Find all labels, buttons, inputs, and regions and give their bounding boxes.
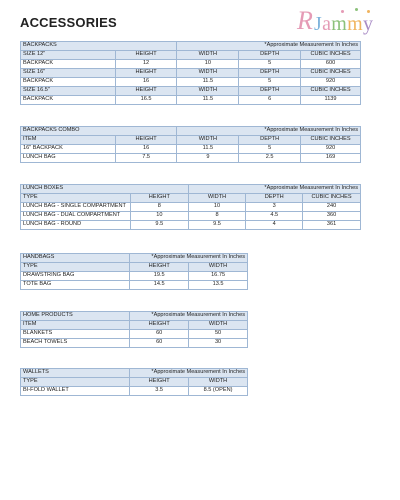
table-title: HANDBAGS <box>21 254 130 263</box>
cell: 14.5 <box>130 281 189 290</box>
col-header: CUBIC INCHES <box>301 51 361 60</box>
cell: 12 <box>115 60 177 69</box>
cell: BACKPACK <box>21 78 116 87</box>
cell: 13.5 <box>189 281 248 290</box>
table-row <box>21 212 361 221</box>
col-header: WIDTH <box>177 69 239 78</box>
table-title: WALLETS <box>21 369 130 378</box>
col-header: HEIGHT <box>115 136 177 145</box>
col-header: WIDTH <box>177 87 239 96</box>
cell: 19.5 <box>130 272 189 281</box>
table-title-row <box>21 369 248 378</box>
col-header: DEPTH <box>246 194 303 203</box>
cell: BACKPACK <box>21 96 116 105</box>
cell: DRAWSTRING BAG <box>21 272 130 281</box>
cell: 10 <box>177 60 239 69</box>
table-row <box>21 154 361 163</box>
table-title: LUNCH BOXES <box>21 185 189 194</box>
col-header: TYPE <box>21 194 131 203</box>
cell: 10 <box>130 212 188 221</box>
cell: 11.5 <box>177 145 239 154</box>
table-title: BACKPACKS COMBO <box>21 127 177 136</box>
cell: LUNCH BAG <box>21 154 116 163</box>
col-header: HEIGHT <box>130 194 188 203</box>
col-header: DEPTH <box>239 87 301 96</box>
col-header: WIDTH <box>189 378 248 387</box>
cell: 4.5 <box>246 212 303 221</box>
column-header-row <box>21 321 248 330</box>
table-row <box>21 387 248 396</box>
cell: LUNCH BAG - DUAL COMPARTMENT <box>21 212 131 221</box>
measurement-note: *Approximate Measurement In Inches <box>130 254 248 263</box>
col-header: WIDTH <box>189 321 248 330</box>
cell: BACKPACK <box>21 60 116 69</box>
measurement-note: *Approximate Measurement In Inches <box>130 369 248 378</box>
wallets-table <box>20 368 248 396</box>
logo-word: Jammy <box>314 13 374 35</box>
size-label: SIZE 12" <box>21 51 116 60</box>
column-header-row <box>21 51 361 60</box>
cell: LUNCH BAG - ROUND <box>21 221 131 230</box>
table-row <box>21 203 361 212</box>
cell: 9.5 <box>130 221 188 230</box>
col-header: WIDTH <box>189 263 248 272</box>
col-header: HEIGHT <box>130 378 189 387</box>
column-header-row <box>21 378 248 387</box>
table-title-row <box>21 127 361 136</box>
cell: 600 <box>301 60 361 69</box>
logo-r: R <box>297 6 313 35</box>
cell: 5 <box>239 145 301 154</box>
cell: 16" BACKPACK <box>21 145 116 154</box>
cell: 920 <box>301 145 361 154</box>
column-header-row <box>21 87 361 96</box>
table-title: HOME PRODUCTS <box>21 312 130 321</box>
cell: 360 <box>303 212 361 221</box>
lunch-boxes-table <box>20 184 361 230</box>
cell: 9.5 <box>188 221 246 230</box>
cell: TOTE BAG <box>21 281 130 290</box>
cell: 3.5 <box>130 387 189 396</box>
table-row <box>21 221 361 230</box>
cell: 7.5 <box>115 154 177 163</box>
cell: 16 <box>115 145 177 154</box>
col-header: CUBIC INCHES <box>301 136 361 145</box>
col-header: ITEM <box>21 321 130 330</box>
col-header: HEIGHT <box>130 321 189 330</box>
col-header: DEPTH <box>239 69 301 78</box>
cell: 8.5 (OPEN) <box>189 387 248 396</box>
cell: BI-FOLD WALLET <box>21 387 130 396</box>
col-header: CUBIC INCHES <box>303 194 361 203</box>
cell: 5 <box>239 60 301 69</box>
col-header: WIDTH <box>188 194 246 203</box>
cell: 4 <box>246 221 303 230</box>
size-label: SIZE 16.5" <box>21 87 116 96</box>
handbags-table <box>20 253 248 290</box>
cell: 2.5 <box>239 154 301 163</box>
measurement-note: *Approximate Measurement In Inches <box>188 185 360 194</box>
cell: 8 <box>188 212 246 221</box>
column-header-row <box>21 136 361 145</box>
cell: 1139 <box>301 96 361 105</box>
size-label: SIZE 16" <box>21 69 116 78</box>
cell: 16.75 <box>189 272 248 281</box>
col-header: DEPTH <box>239 136 301 145</box>
column-header-row <box>21 194 361 203</box>
table-row <box>21 330 248 339</box>
column-header-row <box>21 263 248 272</box>
col-header: HEIGHT <box>115 69 177 78</box>
table-row <box>21 281 248 290</box>
table-row <box>21 60 361 69</box>
col-header: ITEM <box>21 136 116 145</box>
col-header: CUBIC INCHES <box>301 69 361 78</box>
cell: 240 <box>303 203 361 212</box>
cell: LUNCH BAG - SINGLE COMPARTMENT <box>21 203 131 212</box>
cell: 60 <box>130 330 189 339</box>
col-header: TYPE <box>21 378 130 387</box>
cell: BEACH TOWELS <box>21 339 130 348</box>
brand-logo <box>297 4 393 36</box>
cell: 8 <box>130 203 188 212</box>
cell: 11.5 <box>177 78 239 87</box>
cell: 6 <box>239 96 301 105</box>
cell: 30 <box>189 339 248 348</box>
cell: BLANKETS <box>21 330 130 339</box>
col-header: HEIGHT <box>115 51 177 60</box>
table-title-row <box>21 312 248 321</box>
cell: 60 <box>130 339 189 348</box>
cell: 3 <box>246 203 303 212</box>
cell: 361 <box>303 221 361 230</box>
measurement-note: *Approximate Measurement In Inches <box>177 42 361 51</box>
backpacks-table <box>20 41 361 105</box>
table-row <box>21 339 248 348</box>
col-header: WIDTH <box>177 136 239 145</box>
table-row <box>21 145 361 154</box>
backpacks-combo-table <box>20 126 361 163</box>
cell: 169 <box>301 154 361 163</box>
table-row <box>21 96 361 105</box>
column-header-row <box>21 69 361 78</box>
measurement-note: *Approximate Measurement In Inches <box>177 127 361 136</box>
cell: 16.5 <box>115 96 177 105</box>
col-header: HEIGHT <box>130 263 189 272</box>
col-header: WIDTH <box>177 51 239 60</box>
table-row <box>21 78 361 87</box>
table-title: BACKPACKS <box>21 42 177 51</box>
measurement-note: *Approximate Measurement In Inches <box>130 312 248 321</box>
cell: 10 <box>188 203 246 212</box>
col-header: CUBIC INCHES <box>301 87 361 96</box>
col-header: DEPTH <box>239 51 301 60</box>
cell: 9 <box>177 154 239 163</box>
table-row <box>21 272 248 281</box>
col-header: HEIGHT <box>115 87 177 96</box>
table-title-row <box>21 42 361 51</box>
cell: 50 <box>189 330 248 339</box>
cell: 920 <box>301 78 361 87</box>
cell: 11.5 <box>177 96 239 105</box>
table-title-row <box>21 254 248 263</box>
col-header: TYPE <box>21 263 130 272</box>
cell: 5 <box>239 78 301 87</box>
table-title-row <box>21 185 361 194</box>
page-title: ACCESSORIES <box>20 15 117 30</box>
cell: 16 <box>115 78 177 87</box>
home-products-table <box>20 311 248 348</box>
